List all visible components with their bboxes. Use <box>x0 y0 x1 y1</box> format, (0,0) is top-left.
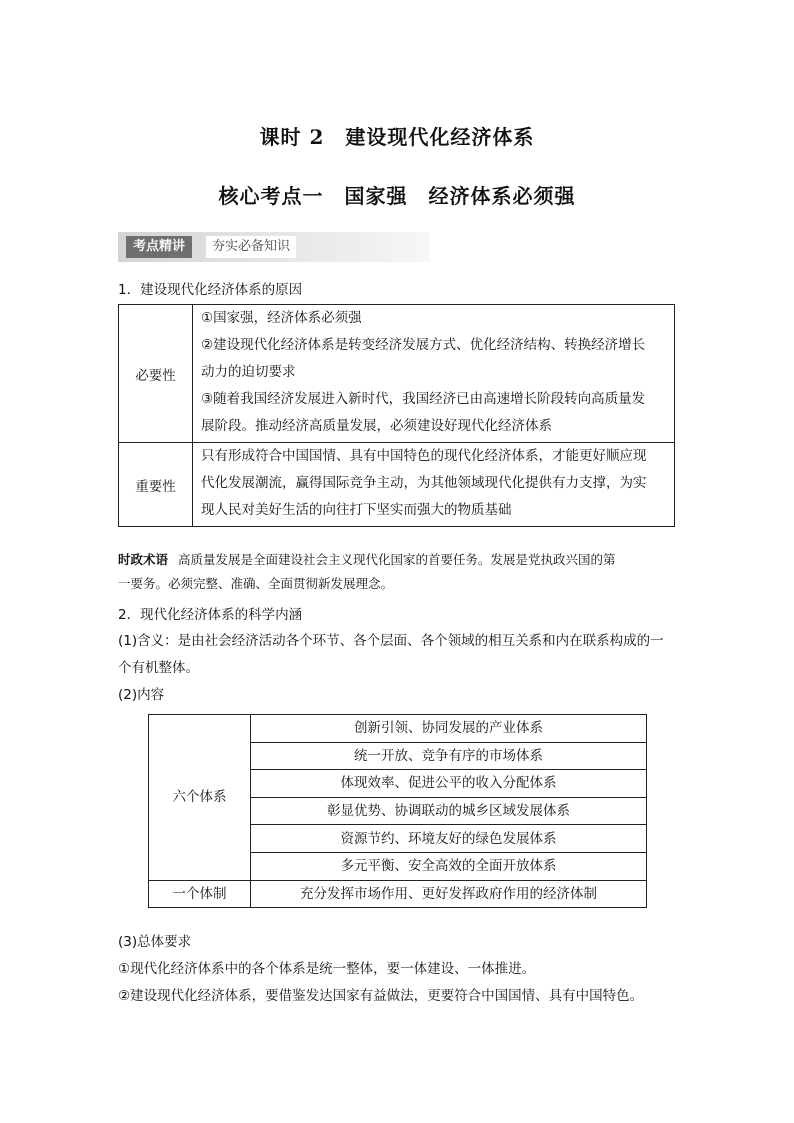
table-row <box>119 305 675 443</box>
table-row <box>149 880 647 908</box>
meaning-line2: 个有机整体。 <box>118 660 199 676</box>
system-item: 彰显优势、协调联动的城乡区域发展体系 <box>251 797 647 825</box>
content-line: ①国家强，经济体系必须强 <box>201 310 362 326</box>
row-content-importance <box>193 443 675 527</box>
content-line: ②建设现代化经济体系是转变经济发展方式、优化经济结构、转换经济增长 <box>201 337 646 353</box>
requirement-2: ②建设现代化经济体系，要借鉴发达国家有益做法，更要符合中国国情、具有中国特色。 <box>118 988 644 1004</box>
reasons-table <box>118 304 675 527</box>
table-row <box>119 443 675 527</box>
section2-heading: 2．现代化经济体系的科学内涵 <box>118 607 303 623</box>
section1-heading: 1．建设现代化经济体系的原因 <box>118 282 303 298</box>
term-line1: 高质量发展是全面建设社会主义现代化国家的首要任务。发展是党执政兴国的第 <box>178 552 616 567</box>
requirement-1: ①现代化经济体系中的各个体系是统一整体，要一体建设、一体推进。 <box>118 961 536 977</box>
content-line: 代化发展潮流，赢得国际竞争主动，为其他领域现代化提供有力支撑，为实 <box>201 475 647 491</box>
one-system-label: 一个体制 <box>149 880 251 908</box>
system-item: 多元平衡、安全高效的全面开放体系 <box>251 852 647 880</box>
one-system-item: 充分发挥市场作用、更好发挥政府作用的经济体制 <box>251 880 647 908</box>
system-item: 创新引领、协同发展的产业体系 <box>251 715 647 743</box>
content-line: ③随着我国经济发展进入新时代，我国经济已由高速增长阶段转向高质量发 <box>201 391 646 407</box>
content-line: 展阶段。推动经济高质量发展，必须建设好现代化经济体系 <box>201 418 552 434</box>
row-label-necessity: 必要性 <box>119 305 193 443</box>
system-table <box>148 714 647 908</box>
lesson-title: 课时 2 建设现代化经济体系 <box>259 125 535 149</box>
table-row <box>149 715 647 743</box>
system-item: 统一开放、竞争有序的市场体系 <box>251 742 647 770</box>
section-banner <box>118 232 430 262</box>
row-label-importance: 重要性 <box>119 443 193 527</box>
meaning-line1: (1)含义：是由社会经济活动各个环节、各个层面、各个领域的相互关系和内在联系构成的一 <box>118 633 664 649</box>
content-line: 动力的迫切要求 <box>201 364 296 380</box>
key-point-title: 核心考点一 国家强 经济体系必须强 <box>218 184 576 208</box>
term-label: 时政术语 <box>118 552 169 567</box>
system-item: 体现效率、促进公平的收入分配体系 <box>251 770 647 798</box>
term-line2: 一要务。必须完整、准确、全面贯彻新发展理念。 <box>118 576 394 591</box>
content-line: 只有形成符合中国国情、具有中国特色的现代化经济体系，才能更好顺应现 <box>201 448 647 464</box>
six-systems-label: 六个体系 <box>149 715 251 881</box>
current-affairs-term <box>118 548 678 596</box>
banner-subtitle: 夯实必备知识 <box>206 236 296 258</box>
row-content-necessity <box>193 305 675 443</box>
banner-tag: 考点精讲 <box>126 236 192 258</box>
system-item: 资源节约、环境友好的绿色发展体系 <box>251 825 647 853</box>
overall-requirements-label: (3)总体要求 <box>118 934 192 950</box>
content-label: (2)内容 <box>118 687 165 703</box>
content-line: 现人民对美好生活的向往打下坚实而强大的物质基础 <box>201 502 512 518</box>
